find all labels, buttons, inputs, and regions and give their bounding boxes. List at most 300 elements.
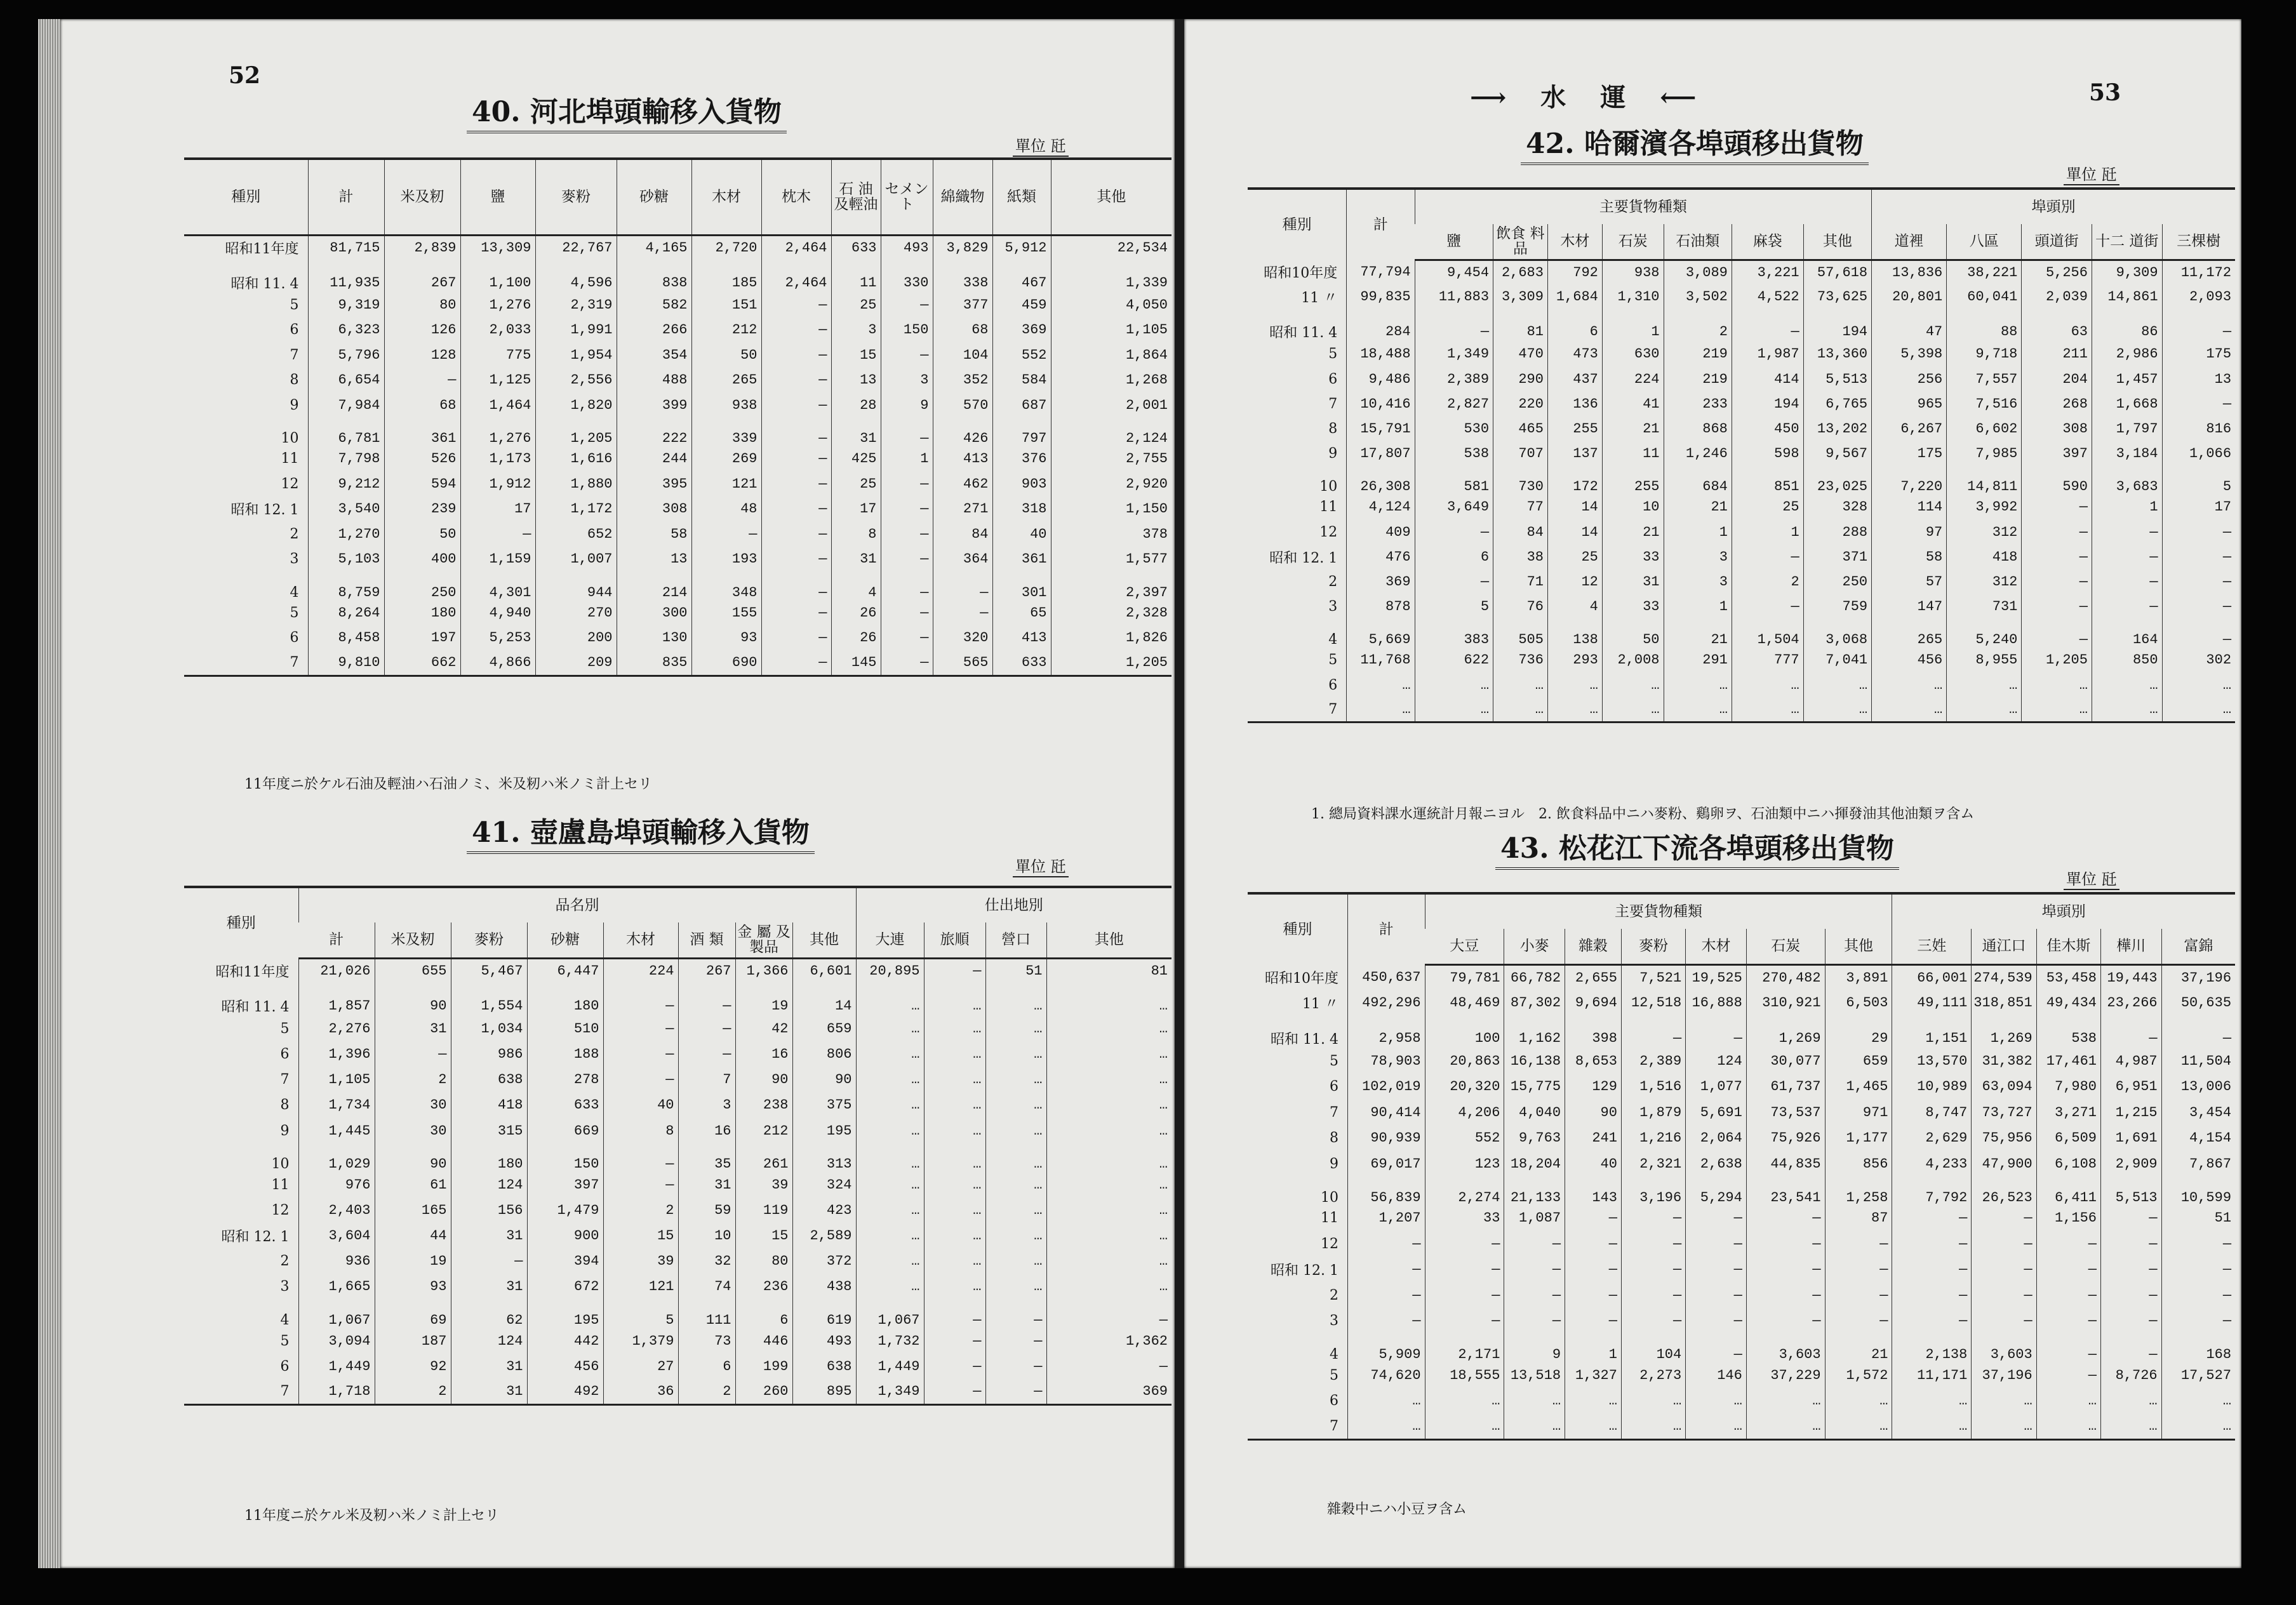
table-cell: —	[384, 368, 460, 393]
table-cell: 1	[881, 446, 933, 472]
table-cell: …	[1565, 1414, 1622, 1440]
table-cell: 19,525	[1686, 964, 1747, 990]
table-cell: —	[603, 983, 678, 1016]
row-label: 6	[290, 630, 299, 646]
column-group-header: 埠頭別	[1892, 893, 2235, 929]
table-cell: 78,903	[1348, 1048, 1425, 1074]
row-label: 昭和 11. 4	[230, 276, 299, 292]
table-cell: —	[1746, 1206, 1825, 1232]
column-header: 其他	[1803, 224, 1871, 260]
table-cell: …	[924, 1067, 985, 1093]
table-cell: …	[1746, 1414, 1825, 1440]
table-cell: 290	[1493, 367, 1548, 392]
table-cell: 9	[881, 393, 933, 418]
table-row	[184, 496, 1171, 522]
table-cell: 239	[384, 496, 460, 522]
table-row	[184, 1143, 1171, 1172]
table-cell: 104	[1621, 1334, 1685, 1362]
row-label: 11	[271, 1176, 290, 1193]
table-cell: …	[1415, 672, 1493, 697]
table-cell: 6,411	[2036, 1177, 2100, 1206]
table-cell: 633	[527, 1093, 603, 1118]
row-label: 6	[280, 1046, 290, 1062]
table-cell: 437	[1547, 367, 1602, 392]
table-cell: 301	[992, 572, 1051, 601]
table-cell: 50	[1602, 619, 1664, 648]
table-row	[1248, 1206, 2235, 1232]
table-cell: 21	[1825, 1334, 1892, 1362]
table-cell: 168	[2161, 1334, 2235, 1362]
table-cell: 145	[831, 651, 881, 676]
table-cell: 4,987	[2100, 1048, 2161, 1074]
table-cell: 2	[678, 1379, 735, 1404]
table-cell: —	[1732, 594, 1803, 619]
column-header: 種別	[1283, 921, 1312, 938]
table-cell: 630	[1602, 342, 1664, 366]
table-cell: —	[761, 601, 831, 626]
table-cell: 10,416	[1347, 392, 1415, 416]
table-cell: 792	[1547, 260, 1602, 284]
table-row	[184, 983, 1171, 1016]
table-cell: —	[2022, 495, 2092, 519]
table-cell: 450,637	[1348, 964, 1425, 990]
table-cell: 868	[1664, 416, 1732, 441]
table-cell: 19	[375, 1249, 451, 1274]
table-cell: 655	[375, 958, 451, 983]
table-cell: …	[2022, 672, 2092, 697]
table-cell: 3	[881, 368, 933, 393]
table-cell: 124	[1686, 1048, 1747, 1074]
table-cell: 18,204	[1504, 1151, 1565, 1177]
table-row	[1248, 569, 2235, 594]
table-cell: 2,403	[298, 1197, 375, 1223]
table-cell: …	[2162, 698, 2235, 723]
table-cell: …	[985, 1093, 1046, 1118]
table-cell: …	[924, 1223, 985, 1249]
table-cell: 90,939	[1348, 1126, 1425, 1152]
table-row	[184, 317, 1171, 343]
table-cell: 18,488	[1347, 342, 1415, 366]
table-cell: 361	[992, 547, 1051, 572]
table-cell: …	[856, 1249, 924, 1274]
row-label: 5	[1330, 1053, 1339, 1069]
column-header: 樺川	[2100, 929, 2161, 964]
table-row	[184, 1197, 1171, 1223]
table-cell: —	[2100, 1334, 2161, 1362]
row-label: 7	[1328, 396, 1338, 412]
table-cell: 151	[691, 293, 761, 318]
table-cell: 11,935	[308, 260, 384, 293]
table-cell: 5,909	[1348, 1334, 1425, 1362]
table-cell: 684	[1664, 466, 1732, 495]
table-cell: 195	[527, 1300, 603, 1328]
table-cell: 1,246	[1664, 441, 1732, 466]
table-cell: —	[1415, 569, 1493, 594]
table-cell: 47	[1872, 309, 1947, 342]
table-cell: 15,791	[1347, 416, 1415, 441]
table-cell: 17,461	[2036, 1048, 2100, 1074]
table-cell: 11,768	[1347, 648, 1415, 672]
table-cell: 5,240	[1947, 619, 2022, 648]
table-cell: 3,603	[1972, 1334, 2036, 1362]
table-row	[184, 235, 1171, 260]
table-cell: 398	[1565, 1016, 1622, 1048]
table-cell: —	[1686, 1257, 1747, 1283]
table-cell: 4,522	[1732, 284, 1803, 309]
table-cell: —	[2092, 594, 2162, 619]
table-cell: 81,715	[308, 235, 384, 260]
table-cell: 473	[1547, 342, 1602, 366]
table-cell: 3,089	[1664, 260, 1732, 284]
table-row	[1248, 648, 2235, 672]
table-cell: —	[2161, 1016, 2235, 1048]
table-cell: —	[2036, 1309, 2100, 1335]
table-cell: —	[2161, 1231, 2235, 1257]
table-cell: 16	[735, 1041, 792, 1067]
table-cell: —	[603, 1016, 678, 1041]
table-cell: 459	[992, 293, 1051, 318]
table-cell: 261	[735, 1143, 792, 1172]
table-cell: 1,067	[856, 1300, 924, 1328]
table-cell: 1,554	[451, 983, 527, 1016]
table-row	[184, 1223, 1171, 1249]
table-cell: 137	[1547, 441, 1602, 466]
table-row	[1248, 594, 2235, 619]
table-cell: 224	[1602, 367, 1664, 392]
table-cell: —	[761, 625, 831, 651]
table-cell: 146	[1686, 1362, 1747, 1389]
table-cell: 2,556	[535, 368, 617, 393]
table-cell: 156	[451, 1197, 527, 1223]
table-cell: 4,866	[460, 651, 535, 676]
table-cell: 187	[375, 1328, 451, 1354]
table-row	[184, 522, 1171, 547]
column-header: 金 屬 及製品	[735, 922, 792, 958]
table-cell: 5	[603, 1300, 678, 1328]
table-cell: 777	[1732, 648, 1803, 672]
table-cell: 193	[691, 547, 761, 572]
table-cell: —	[1565, 1282, 1622, 1309]
table-cell: 5,669	[1347, 619, 1415, 648]
table-cell: —	[1621, 1282, 1685, 1309]
table-cell: 37,229	[1746, 1362, 1825, 1389]
table-cell: 662	[384, 651, 460, 676]
table-row	[184, 1093, 1171, 1118]
table-cell: 538	[2036, 1016, 2100, 1048]
column-header: 三棵樹	[2162, 224, 2235, 260]
table-cell: 378	[1051, 522, 1171, 547]
table-cell: 5	[1415, 594, 1493, 619]
table-cell: 2	[1732, 569, 1803, 594]
table-cell: …	[985, 1041, 1046, 1067]
table-row	[1248, 466, 2235, 495]
table-cell: —	[1415, 520, 1493, 545]
table-cell: 361	[384, 418, 460, 446]
table-cell: 60,041	[1947, 284, 2022, 309]
table-cell: 14,811	[1947, 466, 2022, 495]
column-header: 計	[1348, 893, 1425, 964]
table-40-note: 11年度ニ於ケル石油及輕油ハ石油ノミ、米及籾ハ米ノミ計上セリ	[244, 776, 653, 792]
table-cell: 7,220	[1872, 466, 1947, 495]
table-cell: 1,449	[856, 1354, 924, 1379]
table-cell: —	[1348, 1231, 1425, 1257]
table-cell: 425	[831, 446, 881, 472]
table-cell: 13	[2162, 367, 2235, 392]
table-cell: —	[2036, 1334, 2100, 1362]
table-cell: —	[2092, 545, 2162, 569]
table-cell: —	[1746, 1309, 1825, 1335]
table-cell: 114	[1872, 495, 1947, 519]
table-cell: 29	[1825, 1016, 1892, 1048]
table-cell: 90	[735, 1067, 792, 1093]
row-label: 3	[1330, 1313, 1339, 1329]
table-cell: 1	[1565, 1334, 1622, 1362]
row-label: 10	[1321, 1189, 1339, 1206]
column-header: 鹽	[460, 159, 535, 235]
table-cell: …	[1825, 1414, 1892, 1440]
table-cell: 488	[617, 368, 691, 393]
table-cell: 8,955	[1947, 648, 2022, 672]
table-row	[184, 1118, 1171, 1143]
table-cell: …	[1621, 1414, 1685, 1440]
table-cell: 291	[1664, 648, 1732, 672]
column-header: 計	[308, 159, 384, 235]
table-cell: 5,256	[2022, 260, 2092, 284]
page-number: 53	[2089, 79, 2121, 106]
column-header: 富錦	[2161, 929, 2235, 964]
table-row	[184, 547, 1171, 572]
table-cell: 638	[792, 1354, 856, 1379]
table-cell: …	[924, 1249, 985, 1274]
table-cell: …	[2036, 1389, 2100, 1415]
table-cell: 17	[460, 496, 535, 522]
table-cell: 121	[691, 472, 761, 497]
table-cell: 409	[1347, 520, 1415, 545]
row-label: 9	[290, 397, 299, 413]
table-cell: —	[1732, 545, 1803, 569]
table-cell: 1,665	[298, 1274, 375, 1300]
table-cell: —	[881, 343, 933, 368]
table-cell: 312	[1947, 520, 2022, 545]
table-cell: 1,077	[1686, 1074, 1747, 1100]
table-cell: —	[761, 472, 831, 497]
table-cell: 438	[792, 1274, 856, 1300]
table-cell: 31	[831, 547, 881, 572]
table-cell: 26	[831, 601, 881, 626]
table-cell: 687	[992, 393, 1051, 418]
table-cell: 75,926	[1746, 1126, 1825, 1152]
table-cell: 6,654	[308, 368, 384, 393]
table-cell: —	[2100, 1282, 2161, 1309]
table-cell: 2,464	[761, 260, 831, 293]
row-label: 12	[281, 476, 299, 492]
table-cell: 2,328	[1051, 601, 1171, 626]
table-cell: …	[1046, 1274, 1171, 1300]
table-cell: …	[985, 1249, 1046, 1274]
row-label: 6	[1330, 1079, 1339, 1095]
table-cell: …	[1046, 1223, 1171, 1249]
table-cell: 652	[535, 522, 617, 547]
table-cell: 1,349	[856, 1379, 924, 1404]
table-cell: 2,920	[1051, 472, 1171, 497]
table-cell: …	[1347, 672, 1415, 697]
table-cell: 211	[2022, 342, 2092, 366]
table-cell: 2,683	[1493, 260, 1548, 284]
row-label: 5	[1330, 1367, 1339, 1383]
table-cell: 851	[1732, 466, 1803, 495]
table-cell: …	[924, 1274, 985, 1300]
table-cell: …	[1046, 1067, 1171, 1093]
table-cell: —	[2161, 1309, 2235, 1335]
table-cell: —	[761, 418, 831, 446]
table-cell: 1	[2092, 495, 2162, 519]
table-cell: 17	[831, 496, 881, 522]
column-header: 其他	[1046, 922, 1171, 958]
column-header: 其他	[792, 922, 856, 958]
table-cell: …	[985, 1016, 1046, 1041]
table-cell: …	[2162, 672, 2235, 697]
table-cell: —	[1972, 1206, 2036, 1232]
table-cell: 73,727	[1972, 1100, 2036, 1126]
table-cell: 1,577	[1051, 547, 1171, 572]
table-cell: …	[1046, 1172, 1171, 1197]
row-label: 4	[280, 1312, 290, 1329]
table-cell: —	[451, 1249, 527, 1274]
table-cell: —	[603, 1067, 678, 1093]
table-cell: 3,221	[1732, 260, 1803, 284]
table-cell: —	[2022, 619, 2092, 648]
table-cell: …	[924, 1093, 985, 1118]
row-label: 12	[271, 1202, 290, 1218]
table-cell: 328	[1803, 495, 1871, 519]
table-cell: 194	[1803, 309, 1871, 342]
table-cell: 56,839	[1348, 1177, 1425, 1206]
table-cell: —	[1425, 1282, 1504, 1309]
table-cell: 16,138	[1504, 1048, 1565, 1074]
table-cell: 6,602	[1947, 416, 2022, 441]
table-cell: 4,301	[460, 572, 535, 601]
table-cell: 15,775	[1504, 1074, 1565, 1100]
table-cell: 11	[831, 260, 881, 293]
table-cell: —	[1892, 1309, 1972, 1335]
column-header: 石油類	[1664, 224, 1732, 260]
table-cell: 40	[1565, 1151, 1622, 1177]
table-cell: 318	[992, 496, 1051, 522]
table-cell: 903	[992, 472, 1051, 497]
row-label: 7	[1330, 1104, 1339, 1121]
table-cell: 1,479	[527, 1197, 603, 1223]
row-label: 6	[1330, 1393, 1339, 1409]
table-cell: …	[1046, 1118, 1171, 1143]
table-cell: 1,954	[535, 343, 617, 368]
table-cell: 93	[691, 625, 761, 651]
table-cell: 659	[1825, 1048, 1892, 1074]
table-cell: 310,921	[1746, 990, 1825, 1016]
table-cell: —	[881, 625, 933, 651]
table-cell: 895	[792, 1379, 856, 1404]
table-row	[184, 958, 1171, 983]
table-cell: 3,271	[2036, 1100, 2100, 1126]
table-cell: 302	[2162, 648, 2235, 672]
table-cell: —	[2162, 520, 2235, 545]
table-cell: 2,008	[1602, 648, 1664, 672]
row-label: 昭和 11. 4	[1269, 325, 1338, 342]
table-cell: 49,111	[1892, 990, 1972, 1016]
table-cell: 30,077	[1746, 1048, 1825, 1074]
table-cell: 265	[1872, 619, 1947, 648]
table-cell: 465	[1493, 416, 1548, 441]
table-cell: 2	[375, 1067, 451, 1093]
table-cell: 73,625	[1803, 284, 1871, 309]
table-cell: 1,879	[1621, 1100, 1685, 1126]
row-label: 7	[1330, 1418, 1339, 1434]
table-cell: 6,323	[308, 317, 384, 343]
table-cell: 212	[691, 317, 761, 343]
table-cell: 5,294	[1686, 1177, 1747, 1206]
table-cell: 1,504	[1732, 619, 1803, 648]
table-cell: —	[985, 1354, 1046, 1379]
table-cell: 138	[1547, 619, 1602, 648]
table-row	[1248, 964, 2235, 990]
row-label: 9	[1328, 446, 1338, 462]
table-cell: —	[678, 1041, 735, 1067]
table-cell: 510	[527, 1016, 603, 1041]
table-cell: …	[985, 1223, 1046, 1249]
table-cell: …	[1046, 1143, 1171, 1172]
table-cell: 31	[451, 1354, 527, 1379]
table-cell: —	[2036, 1362, 2100, 1389]
table-cell: 3,604	[298, 1223, 375, 1249]
table-cell: 128	[384, 343, 460, 368]
table-cell: 476	[1347, 545, 1415, 569]
table-cell: …	[985, 1274, 1046, 1300]
table-cell: 21,133	[1504, 1177, 1565, 1206]
table-row	[1248, 1016, 2235, 1048]
table-cell: 300	[617, 601, 691, 626]
table-cell: —	[881, 522, 933, 547]
column-group-header: 主要貨物種類	[1415, 189, 1872, 224]
table-cell: 80	[384, 293, 460, 318]
table-cell: 2,629	[1892, 1126, 1972, 1152]
table-cell: 185	[691, 260, 761, 293]
table-cell: 835	[617, 651, 691, 676]
table-cell: 73	[678, 1328, 735, 1354]
table-cell: 31	[1602, 569, 1664, 594]
table-cell: 900	[527, 1223, 603, 1249]
table-cell: 42	[735, 1016, 792, 1041]
table-cell: 233	[1664, 392, 1732, 416]
table-cell: —	[1565, 1257, 1622, 1283]
table-cell: 14	[1547, 495, 1602, 519]
table-cell: —	[2100, 1309, 2161, 1335]
row-label: 5	[280, 1333, 290, 1349]
table-cell: 150	[527, 1143, 603, 1172]
row-label: 8	[1330, 1130, 1339, 1147]
table-cell: 1,732	[856, 1328, 924, 1354]
table-cell: …	[2022, 698, 2092, 723]
table-cell: 69	[375, 1300, 451, 1328]
table-cell: 731	[1947, 594, 2022, 619]
table-cell: 188	[527, 1041, 603, 1067]
table-cell: 308	[2022, 416, 2092, 441]
table-cell: —	[1415, 309, 1493, 342]
table-cell: 1,156	[2036, 1206, 2100, 1232]
table-cell: 1,215	[2100, 1100, 2161, 1126]
table-cell: 222	[617, 418, 691, 446]
table-cell: 270,482	[1746, 964, 1825, 990]
table-cell: 7,792	[1892, 1177, 1972, 1206]
table-cell: 526	[384, 446, 460, 472]
